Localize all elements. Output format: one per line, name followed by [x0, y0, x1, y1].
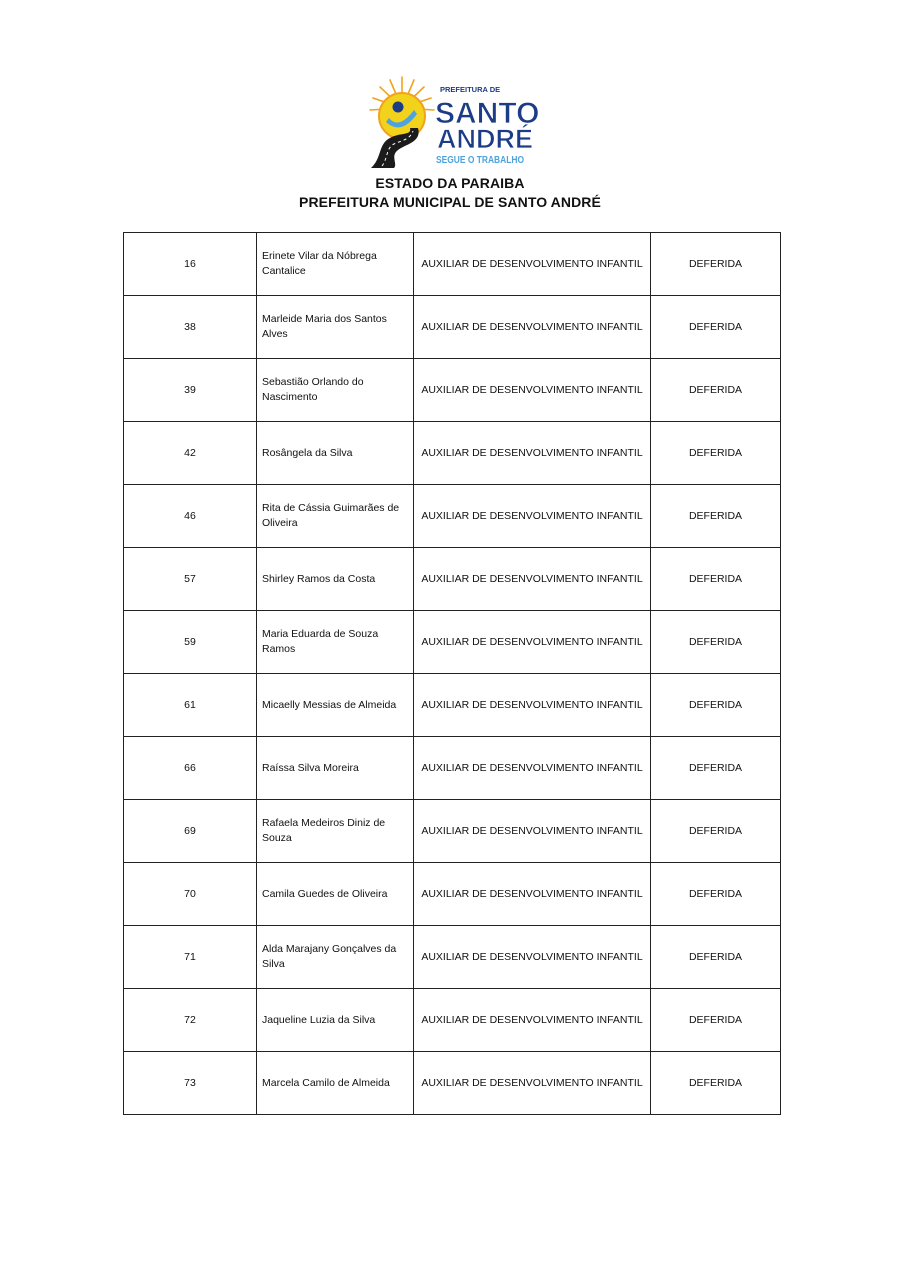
row-number: 59	[124, 611, 257, 674]
candidate-name: Raíssa Silva Moreira	[257, 737, 414, 800]
row-number: 73	[124, 1052, 257, 1115]
position-title: AUXILIAR DE DESENVOLVIMENTO INFANTIL	[414, 233, 651, 296]
status-value: DEFERIDA	[651, 611, 781, 674]
status-value: DEFERIDA	[651, 674, 781, 737]
row-number: 61	[124, 674, 257, 737]
status-value: DEFERIDA	[651, 737, 781, 800]
position-title: AUXILIAR DE DESENVOLVIMENTO INFANTIL	[414, 611, 651, 674]
row-number: 70	[124, 863, 257, 926]
status-value: DEFERIDA	[651, 422, 781, 485]
logo-name-line2: ANDRÉ	[437, 124, 534, 154]
row-number: 16	[124, 233, 257, 296]
table-row	[124, 863, 781, 926]
candidate-name: Marcela Camilo de Almeida	[257, 1052, 414, 1115]
table-row	[124, 233, 781, 296]
candidate-name: Micaelly Messias de Almeida	[257, 674, 414, 737]
row-number: 38	[124, 296, 257, 359]
candidate-name: Maria Eduarda de Souza Ramos	[257, 611, 414, 674]
logo-slogan: SEGUE O TRABALHO	[436, 155, 525, 166]
table-row	[124, 296, 781, 359]
table-row	[124, 989, 781, 1052]
position-title: AUXILIAR DE DESENVOLVIMENTO INFANTIL	[414, 422, 651, 485]
status-value: DEFERIDA	[651, 485, 781, 548]
candidate-name: Jaqueline Luzia da Silva	[257, 989, 414, 1052]
position-title: AUXILIAR DE DESENVOLVIMENTO INFANTIL	[414, 1052, 651, 1115]
table-row	[124, 926, 781, 989]
row-number: 72	[124, 989, 257, 1052]
candidate-name: Marleide Maria dos Santos Alves	[257, 296, 414, 359]
row-number: 46	[124, 485, 257, 548]
status-value: DEFERIDA	[651, 989, 781, 1052]
status-value: DEFERIDA	[651, 359, 781, 422]
candidate-name: Camila Guedes de Oliveira	[257, 863, 414, 926]
row-number: 39	[124, 359, 257, 422]
position-title: AUXILIAR DE DESENVOLVIMENTO INFANTIL	[414, 737, 651, 800]
position-title: AUXILIAR DE DESENVOLVIMENTO INFANTIL	[414, 359, 651, 422]
table-row	[124, 674, 781, 737]
status-value: DEFERIDA	[651, 1052, 781, 1115]
state-title: ESTADO DA PARAIBA	[375, 175, 525, 191]
prefeitura-logo	[368, 74, 540, 170]
table-row	[124, 422, 781, 485]
status-value: DEFERIDA	[651, 233, 781, 296]
position-title: AUXILIAR DE DESENVOLVIMENTO INFANTIL	[414, 548, 651, 611]
position-title: AUXILIAR DE DESENVOLVIMENTO INFANTIL	[414, 800, 651, 863]
logo-top-text: PREFEITURA DE	[440, 85, 501, 94]
logo-name-line1: SANTO	[435, 97, 540, 130]
position-title: AUXILIAR DE DESENVOLVIMENTO INFANTIL	[414, 863, 651, 926]
person-head-icon	[393, 102, 404, 113]
position-title: AUXILIAR DE DESENVOLVIMENTO INFANTIL	[414, 989, 651, 1052]
candidate-name: Rafaela Medeiros Diniz de Souza	[257, 800, 414, 863]
status-value: DEFERIDA	[651, 926, 781, 989]
row-number: 69	[124, 800, 257, 863]
row-number: 57	[124, 548, 257, 611]
table-row	[124, 1052, 781, 1115]
candidate-name: Rita de Cássia Guimarães de Oliveira	[257, 485, 414, 548]
status-value: DEFERIDA	[651, 863, 781, 926]
candidate-name: Sebastião Orlando do Nascimento	[257, 359, 414, 422]
candidate-name: Shirley Ramos da Costa	[257, 548, 414, 611]
table-row	[124, 737, 781, 800]
status-value: DEFERIDA	[651, 548, 781, 611]
row-number: 66	[124, 737, 257, 800]
table-row	[124, 800, 781, 863]
status-value: DEFERIDA	[651, 800, 781, 863]
candidate-name: Rosângela da Silva	[257, 422, 414, 485]
table-row	[124, 548, 781, 611]
position-title: AUXILIAR DE DESENVOLVIMENTO INFANTIL	[414, 926, 651, 989]
row-number: 42	[124, 422, 257, 485]
position-title: AUXILIAR DE DESENVOLVIMENTO INFANTIL	[414, 674, 651, 737]
table-row	[124, 611, 781, 674]
table-row	[124, 485, 781, 548]
results-table	[123, 232, 781, 1115]
position-title: AUXILIAR DE DESENVOLVIMENTO INFANTIL	[414, 485, 651, 548]
candidate-name: Alda Marajany Gonçalves da Silva	[257, 926, 414, 989]
status-value: DEFERIDA	[651, 296, 781, 359]
municipality-title: PREFEITURA MUNICIPAL DE SANTO ANDRÉ	[299, 194, 601, 210]
row-number: 71	[124, 926, 257, 989]
candidate-name: Erinete Vilar da Nóbrega Cantalice	[257, 233, 414, 296]
position-title: AUXILIAR DE DESENVOLVIMENTO INFANTIL	[414, 296, 651, 359]
table-row	[124, 359, 781, 422]
